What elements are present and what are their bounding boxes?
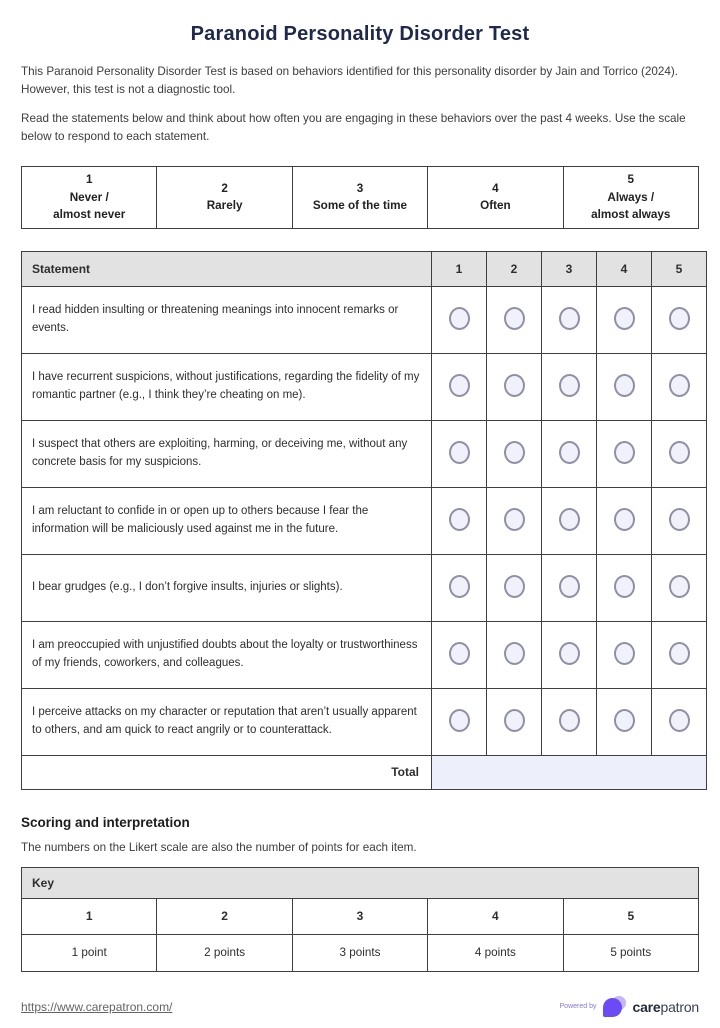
statement-text: I perceive attacks on my character or reputation that aren’t usually apparent to others, and am quick to react angrily or to counterattack. [22,688,432,755]
likert-radio[interactable] [614,709,635,732]
likert-radio[interactable] [504,441,525,464]
likert-radio[interactable] [614,441,635,464]
likert-radio[interactable] [449,575,470,598]
key-points-3: 3 points [292,934,427,971]
column-header-1: 1 [432,251,487,286]
likert-radio[interactable] [614,374,635,397]
statement-text: I am reluctant to confide in or open up to others because I fear the information will be maliciously used against me in the future. [22,487,432,554]
key-table [21,867,699,972]
statement-text: I suspect that others are exploiting, harming, or deceiving me, without any concrete basis for my suspicions. [22,420,432,487]
key-value-2: 2 [157,898,292,934]
total-row [22,755,707,789]
statement-text: I read hidden insulting or threatening meanings into innocent remarks or events. [22,286,432,353]
likert-radio[interactable] [449,307,470,330]
likert-radio[interactable] [504,709,525,732]
scoring-description: The numbers on the Likert scale are also the number of points for each item. [21,840,417,854]
likert-radio[interactable] [504,575,525,598]
key-value-5: 5 [563,898,698,934]
scale-option-5: 5 Always / almost always [563,166,698,228]
total-score-field[interactable] [432,755,707,789]
scale-option-3: 3 Some of the time [292,166,427,228]
likert-radio[interactable] [669,441,690,464]
table-row [22,688,707,755]
key-header: Key [22,867,699,898]
likert-radio[interactable] [504,307,525,330]
likert-radio[interactable] [449,642,470,665]
likert-radio[interactable] [614,307,635,330]
column-header-5: 5 [652,251,707,286]
page-title: Paranoid Personality Disorder Test [190,23,530,45]
statement-text: I am preoccupied with unjustified doubts about the loyalty or trustworthiness of my friends, coworkers, and colleagues. [22,621,432,688]
likert-radio[interactable] [559,642,580,665]
likert-radio[interactable] [449,508,470,531]
likert-radio[interactable] [449,374,470,397]
table-row [22,286,707,353]
scale-option-4: 4 Often [428,166,563,228]
key-value-3: 3 [292,898,427,934]
likert-radio[interactable] [504,508,525,531]
powered-by-label: Powered by [559,1003,597,1011]
key-header-row [22,867,699,898]
likert-radio[interactable] [559,374,580,397]
key-points-1: 1 point [22,934,157,971]
brand-wordmark-care: care [632,998,661,1015]
brand-wordmark-patron: patron [660,998,699,1015]
likert-scale-legend-table [21,166,699,229]
column-header-3: 3 [542,251,597,286]
likert-radio[interactable] [559,307,580,330]
page-footer [21,995,699,1019]
brand-wordmark [632,999,699,1015]
statement-column-header: Statement [22,251,432,286]
carepatron-brand [560,995,699,1019]
likert-radio[interactable] [669,709,690,732]
likert-radio[interactable] [559,508,580,531]
likert-radio[interactable] [669,508,690,531]
likert-radio[interactable] [669,575,690,598]
likert-radio[interactable] [614,508,635,531]
likert-radio[interactable] [669,642,690,665]
likert-radio[interactable] [449,709,470,732]
column-header-4: 4 [597,251,652,286]
likert-radio[interactable] [614,642,635,665]
key-points-2: 2 points [157,934,292,971]
key-points-4: 4 points [428,934,563,971]
key-points-5: 5 points [563,934,698,971]
likert-radio[interactable] [669,307,690,330]
likert-radio[interactable] [504,642,525,665]
likert-radio[interactable] [614,575,635,598]
total-label: Total [22,755,432,789]
scoring-heading: Scoring and interpretation [21,814,190,830]
table-row [22,353,707,420]
key-value-1: 1 [22,898,157,934]
key-value-4: 4 [428,898,563,934]
table-row [22,621,707,688]
likert-radio[interactable] [449,441,470,464]
key-points-row [22,934,699,971]
column-header-2: 2 [487,251,542,286]
scale-option-1: 1 Never / almost never [22,166,157,228]
logo-bubble-shape [603,998,622,1017]
intro-paragraph-1: This Paranoid Personality Disorder Test is based on behaviors identified for this personality disorder by Jain and Torrico (2024). However, this test is not a diagnostic tool. [21,65,679,97]
likert-radio[interactable] [559,441,580,464]
likert-radio[interactable] [559,575,580,598]
scale-option-2: 2 Rarely [157,166,292,228]
likert-radio[interactable] [504,374,525,397]
statements-header-row [22,251,707,286]
table-row [22,487,707,554]
statement-text: I have recurrent suspicions, without justifications, regarding the fidelity of my romantic partner (e.g., I think they’re cheating on me). [22,353,432,420]
statement-text: I bear grudges (e.g., I don’t forgive insults, injuries or slights). [22,554,432,621]
intro-paragraph-2: Read the statements below and think about how often you are engaging in these behaviors over the past 4 weeks. Use the scale below to respond to each statement. [21,111,686,144]
key-values-row [22,898,699,934]
likert-radio[interactable] [559,709,580,732]
table-row [22,420,707,487]
table-row [22,554,707,621]
carepatron-website-link[interactable]: https://www.carepatron.com/ [21,999,173,1014]
carepatron-logo-icon [603,995,627,1019]
likert-radio[interactable] [669,374,690,397]
statements-table [21,251,707,790]
